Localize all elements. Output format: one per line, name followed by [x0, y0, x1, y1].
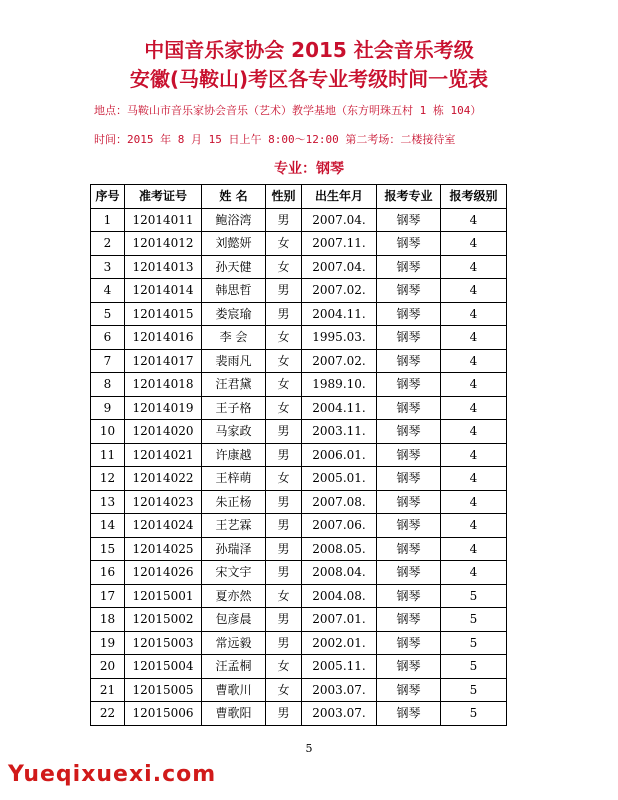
- cell-level: 5: [441, 678, 507, 702]
- cell-birth: 2007.04.: [302, 255, 377, 279]
- table-row: [91, 255, 507, 279]
- cell-birth: 2004.11.: [302, 302, 377, 326]
- cell-major: 钢琴: [377, 373, 441, 397]
- cell-major: 钢琴: [377, 631, 441, 655]
- cell-level: 4: [441, 349, 507, 373]
- table-row: [91, 326, 507, 350]
- cell-index: 13: [91, 490, 125, 514]
- cell-exam-id: 12015003: [125, 631, 202, 655]
- cell-major: 钢琴: [377, 467, 441, 491]
- cell-exam-id: 12014022: [125, 467, 202, 491]
- location-text: 地点：马鞍山市音乐家协会音乐（艺术）教学基地（东方明珠五村 1 栋 104）: [94, 104, 482, 117]
- roster-header: [91, 185, 507, 209]
- cell-index: 17: [91, 584, 125, 608]
- cell-exam-id: 12014014: [125, 279, 202, 303]
- table-row: [91, 349, 507, 373]
- cell-exam-id: 12015004: [125, 655, 202, 679]
- cell-major: 钢琴: [377, 443, 441, 467]
- cell-birth: 2005.01.: [302, 467, 377, 491]
- cell-birth: 1989.10.: [302, 373, 377, 397]
- cell-birth: 2003.07.: [302, 702, 377, 726]
- cell-birth: 2007.11.: [302, 232, 377, 256]
- table-row: [91, 302, 507, 326]
- cell-major: 钢琴: [377, 702, 441, 726]
- cell-gender: 女: [266, 255, 302, 279]
- cell-exam-id: 12014016: [125, 326, 202, 350]
- cell-level: 4: [441, 561, 507, 585]
- cell-index: 20: [91, 655, 125, 679]
- table-row: [91, 490, 507, 514]
- col-header-name: 姓 名: [202, 185, 266, 209]
- cell-exam-id: 12014017: [125, 349, 202, 373]
- cell-name: 王艺霖: [202, 514, 266, 538]
- col-header-index: 序号: [91, 185, 125, 209]
- cell-name: 王梓萌: [202, 467, 266, 491]
- cell-exam-id: 12015006: [125, 702, 202, 726]
- cell-birth: 2007.08.: [302, 490, 377, 514]
- cell-level: 4: [441, 537, 507, 561]
- cell-index: 15: [91, 537, 125, 561]
- cell-exam-id: 12014020: [125, 420, 202, 444]
- cell-exam-id: 12014011: [125, 208, 202, 232]
- cell-name: 刘懿妍: [202, 232, 266, 256]
- title-line-1: 中国音乐家协会 2015 社会音乐考级: [144, 38, 474, 62]
- cell-birth: 2003.11.: [302, 420, 377, 444]
- cell-index: 19: [91, 631, 125, 655]
- cell-index: 1: [91, 208, 125, 232]
- cell-birth: 2002.01.: [302, 631, 377, 655]
- cell-exam-id: 12014013: [125, 255, 202, 279]
- cell-level: 4: [441, 208, 507, 232]
- table-row: [91, 420, 507, 444]
- cell-level: 4: [441, 373, 507, 397]
- cell-gender: 男: [266, 631, 302, 655]
- cell-name: 裴雨凡: [202, 349, 266, 373]
- cell-index: 9: [91, 396, 125, 420]
- cell-index: 11: [91, 443, 125, 467]
- table-row: [91, 279, 507, 303]
- cell-birth: 2005.11.: [302, 655, 377, 679]
- cell-major: 钢琴: [377, 490, 441, 514]
- cell-name: 娄宸瑜: [202, 302, 266, 326]
- cell-index: 2: [91, 232, 125, 256]
- cell-name: 常远毅: [202, 631, 266, 655]
- cell-exam-id: 12015005: [125, 678, 202, 702]
- cell-major: 钢琴: [377, 232, 441, 256]
- cell-exam-id: 12014025: [125, 537, 202, 561]
- cell-major: 钢琴: [377, 279, 441, 303]
- cell-gender: 女: [266, 232, 302, 256]
- cell-major: 钢琴: [377, 208, 441, 232]
- cell-major: 钢琴: [377, 655, 441, 679]
- cell-exam-id: 12014018: [125, 373, 202, 397]
- cell-gender: 男: [266, 208, 302, 232]
- cell-level: 4: [441, 326, 507, 350]
- cell-name: 包彦晨: [202, 608, 266, 632]
- cell-level: 4: [441, 232, 507, 256]
- cell-birth: 2006.01.: [302, 443, 377, 467]
- cell-index: 7: [91, 349, 125, 373]
- cell-index: 4: [91, 279, 125, 303]
- cell-name: 曹歌阳: [202, 702, 266, 726]
- cell-major: 钢琴: [377, 537, 441, 561]
- table-row: [91, 396, 507, 420]
- cell-birth: 2008.04.: [302, 561, 377, 585]
- cell-level: 4: [441, 490, 507, 514]
- col-header-gender: 性别: [266, 185, 302, 209]
- cell-index: 6: [91, 326, 125, 350]
- cell-gender: 男: [266, 537, 302, 561]
- cell-gender: 男: [266, 514, 302, 538]
- cell-gender: 男: [266, 279, 302, 303]
- cell-index: 12: [91, 467, 125, 491]
- cell-exam-id: 12014019: [125, 396, 202, 420]
- cell-major: 钢琴: [377, 326, 441, 350]
- cell-index: 22: [91, 702, 125, 726]
- page-number: 5: [305, 742, 313, 755]
- cell-birth: 2003.07.: [302, 678, 377, 702]
- cell-birth: 2007.02.: [302, 279, 377, 303]
- cell-exam-id: 12014023: [125, 490, 202, 514]
- time-text: 时间：2015 年 8 月 15 日上午 8:00～12:00 第二考场：二楼接待室: [94, 133, 456, 146]
- cell-birth: 1995.03.: [302, 326, 377, 350]
- cell-gender: 女: [266, 349, 302, 373]
- cell-birth: 2007.04.: [302, 208, 377, 232]
- cell-level: 5: [441, 655, 507, 679]
- cell-major: 钢琴: [377, 514, 441, 538]
- cell-gender: 男: [266, 443, 302, 467]
- cell-index: 21: [91, 678, 125, 702]
- roster-body: [91, 208, 507, 725]
- cell-birth: 2007.06.: [302, 514, 377, 538]
- table-row: [91, 584, 507, 608]
- col-header-major: 报考专业: [377, 185, 441, 209]
- cell-birth: 2007.02.: [302, 349, 377, 373]
- cell-name: 朱正杨: [202, 490, 266, 514]
- header-row: [91, 185, 507, 209]
- cell-name: 孙瑞泽: [202, 537, 266, 561]
- cell-major: 钢琴: [377, 396, 441, 420]
- cell-major: 钢琴: [377, 608, 441, 632]
- cell-level: 4: [441, 467, 507, 491]
- cell-exam-id: 12014024: [125, 514, 202, 538]
- cell-exam-id: 12014026: [125, 561, 202, 585]
- cell-index: 5: [91, 302, 125, 326]
- col-header-birth: 出生年月: [302, 185, 377, 209]
- cell-level: 4: [441, 514, 507, 538]
- cell-index: 8: [91, 373, 125, 397]
- table-row: [91, 631, 507, 655]
- cell-gender: 女: [266, 655, 302, 679]
- cell-gender: 男: [266, 702, 302, 726]
- cell-birth: 2007.01.: [302, 608, 377, 632]
- cell-gender: 男: [266, 490, 302, 514]
- cell-name: 鲍浴湾: [202, 208, 266, 232]
- title-line-2: 安徽(马鞍山)考区各专业考级时间一览表: [129, 67, 489, 91]
- cell-name: 夏亦然: [202, 584, 266, 608]
- cell-gender: 男: [266, 561, 302, 585]
- cell-index: 16: [91, 561, 125, 585]
- cell-level: 5: [441, 702, 507, 726]
- cell-exam-id: 12014015: [125, 302, 202, 326]
- cell-index: 3: [91, 255, 125, 279]
- cell-name: 许康越: [202, 443, 266, 467]
- cell-gender: 女: [266, 373, 302, 397]
- table-row: [91, 232, 507, 256]
- cell-level: 4: [441, 420, 507, 444]
- cell-name: 汪孟桐: [202, 655, 266, 679]
- table-row: [91, 208, 507, 232]
- table-row: [91, 373, 507, 397]
- cell-exam-id: 12014021: [125, 443, 202, 467]
- cell-major: 钢琴: [377, 255, 441, 279]
- col-header-exam-id: 准考证号: [125, 185, 202, 209]
- watermark-logo: Yueqixuexi.com: [8, 762, 217, 787]
- cell-birth: 2004.08.: [302, 584, 377, 608]
- table-row: [91, 514, 507, 538]
- roster-table: [90, 184, 507, 726]
- subject-label: 专业：钢琴: [274, 161, 344, 177]
- cell-major: 钢琴: [377, 561, 441, 585]
- cell-name: 韩思哲: [202, 279, 266, 303]
- cell-name: 李 会: [202, 326, 266, 350]
- table-row: [91, 561, 507, 585]
- table-row: [91, 537, 507, 561]
- cell-name: 王子格: [202, 396, 266, 420]
- table-row: [91, 608, 507, 632]
- cell-major: 钢琴: [377, 584, 441, 608]
- cell-index: 10: [91, 420, 125, 444]
- table-row: [91, 655, 507, 679]
- cell-gender: 男: [266, 608, 302, 632]
- cell-gender: 女: [266, 396, 302, 420]
- cell-major: 钢琴: [377, 302, 441, 326]
- cell-level: 4: [441, 302, 507, 326]
- cell-gender: 男: [266, 420, 302, 444]
- cell-name: 汪君黛: [202, 373, 266, 397]
- cell-birth: 2008.05.: [302, 537, 377, 561]
- cell-level: 4: [441, 396, 507, 420]
- cell-index: 18: [91, 608, 125, 632]
- table-row: [91, 702, 507, 726]
- col-header-level: 报考级别: [441, 185, 507, 209]
- cell-name: 孙天健: [202, 255, 266, 279]
- cell-name: 马家政: [202, 420, 266, 444]
- cell-major: 钢琴: [377, 678, 441, 702]
- cell-gender: 男: [266, 302, 302, 326]
- cell-exam-id: 12015001: [125, 584, 202, 608]
- cell-level: 4: [441, 443, 507, 467]
- cell-level: 5: [441, 584, 507, 608]
- cell-level: 4: [441, 279, 507, 303]
- cell-birth: 2004.11.: [302, 396, 377, 420]
- cell-name: 曹歌川: [202, 678, 266, 702]
- cell-gender: 女: [266, 678, 302, 702]
- cell-exam-id: 12015002: [125, 608, 202, 632]
- cell-index: 14: [91, 514, 125, 538]
- cell-gender: 女: [266, 467, 302, 491]
- cell-major: 钢琴: [377, 349, 441, 373]
- cell-level: 5: [441, 608, 507, 632]
- table-row: [91, 467, 507, 491]
- cell-gender: 女: [266, 584, 302, 608]
- table-row: [91, 678, 507, 702]
- cell-level: 4: [441, 255, 507, 279]
- cell-name: 宋文宇: [202, 561, 266, 585]
- cell-level: 5: [441, 631, 507, 655]
- cell-exam-id: 12014012: [125, 232, 202, 256]
- cell-major: 钢琴: [377, 420, 441, 444]
- table-row: [91, 443, 507, 467]
- cell-gender: 女: [266, 326, 302, 350]
